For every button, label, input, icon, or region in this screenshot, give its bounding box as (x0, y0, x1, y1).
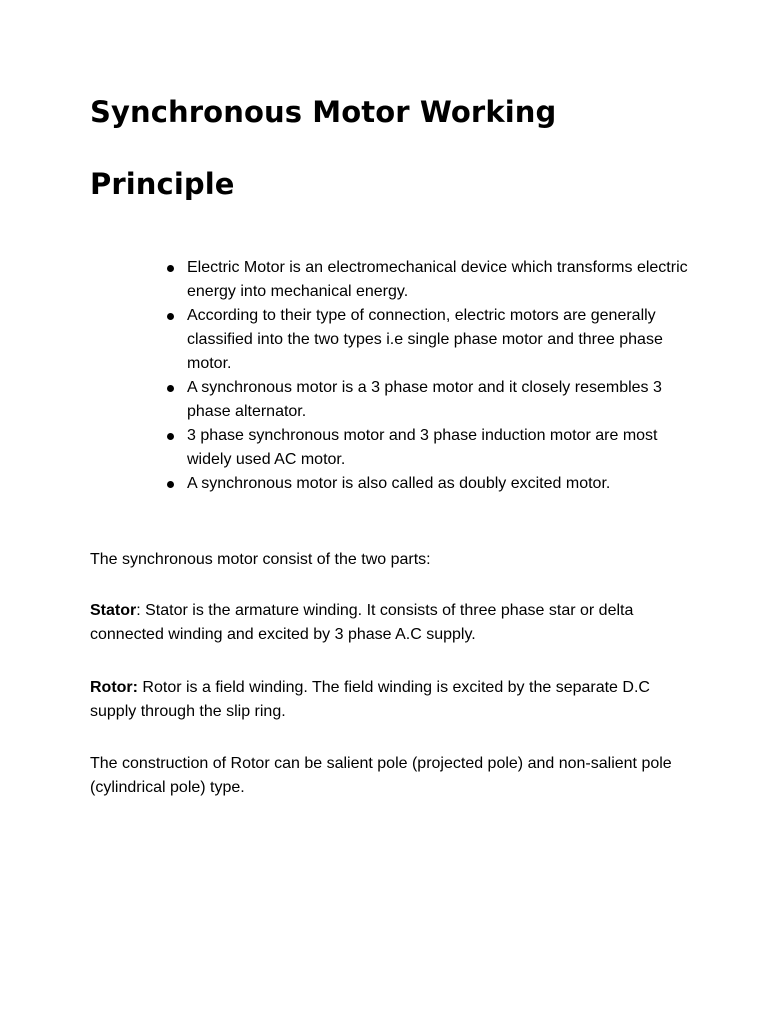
construction-paragraph: The construction of Rotor can be salient pole (projected pole) and non-salient pole (cylindrical pole) type. (90, 755, 672, 796)
bullet-dot-icon (167, 385, 174, 392)
bullet-text: According to their type of connection, electric motors are generally classified into the two types i.e single phase motor and three phase motor. (187, 307, 663, 372)
bullet-dot-icon (167, 481, 174, 488)
bullet-list (162, 256, 702, 496)
intro-paragraph: The synchronous motor consist of the two parts: (90, 551, 431, 568)
bullet-dot-icon (167, 313, 174, 320)
bullet-item (162, 376, 702, 424)
page-title-line-1: Synchronous Motor Working (90, 95, 557, 129)
bullet-item (162, 472, 702, 496)
bullet-item (162, 256, 702, 304)
bullet-text: A synchronous motor is a 3 phase motor and it closely resembles 3 phase alternator. (187, 379, 662, 420)
bullet-text: A synchronous motor is also called as doubly excited motor. (187, 475, 611, 492)
stator-term: Stator (90, 602, 137, 619)
bullet-text: 3 phase synchronous motor and 3 phase induction motor are most widely used AC motor. (187, 427, 658, 468)
rotor-term: Rotor: (90, 679, 138, 696)
bullet-dot-icon (167, 265, 174, 272)
bullet-item (162, 424, 702, 472)
stator-text: : Stator is the armature winding. It consists of three phase star or delta connected winding and excited by 3 phase A.C supply. (90, 602, 634, 643)
bullet-dot-icon (167, 433, 174, 440)
stator-paragraph (90, 599, 700, 647)
bullet-text: Electric Motor is an electromechanical device which transforms electric energy into mechanical energy. (187, 259, 688, 300)
rotor-paragraph (90, 676, 700, 724)
rotor-text: Rotor is a field winding. The field winding is excited by the separate D.C supply through the slip ring. (90, 679, 650, 720)
page-title-line-2: Principle (90, 167, 235, 201)
bullet-item (162, 304, 702, 376)
